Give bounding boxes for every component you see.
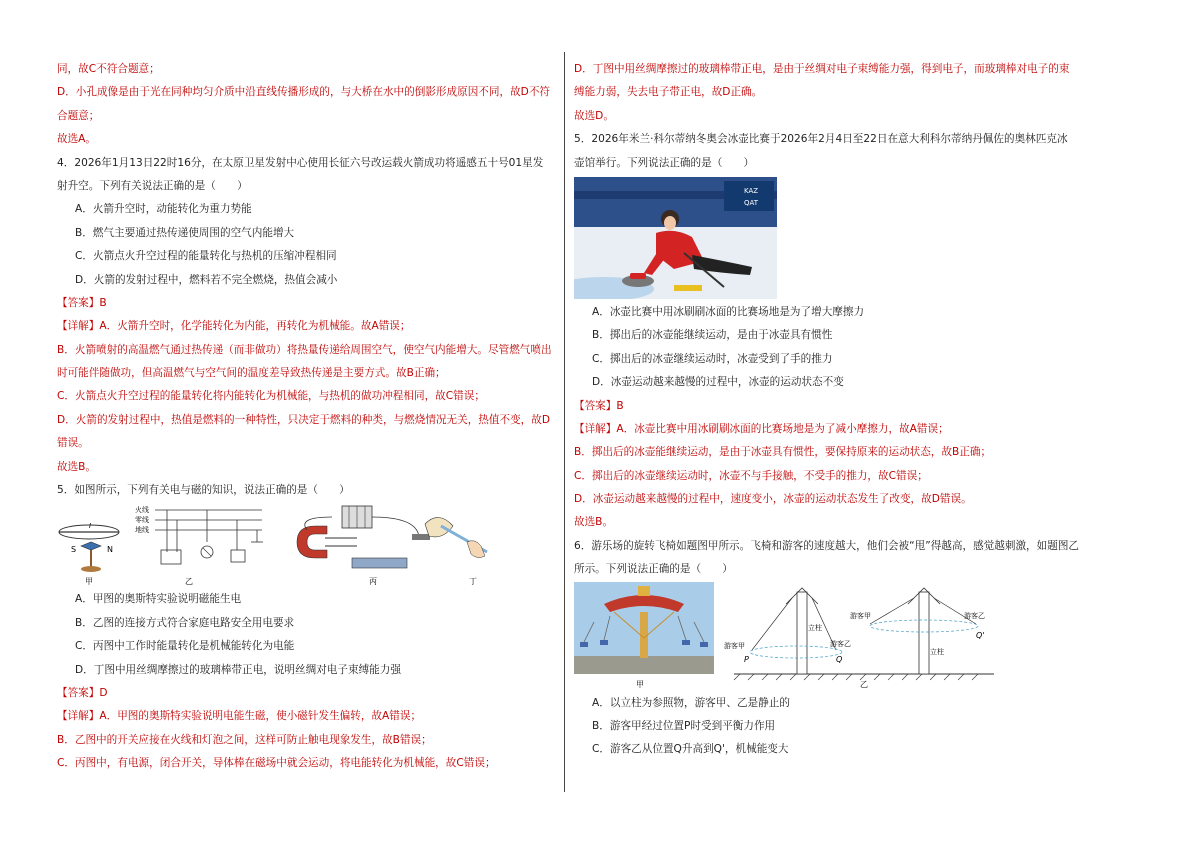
text-line: 6．游乐场的旋转飞椅如题图甲所示。飞椅和游客的速度越大，他们会被“甩”得越高，感觉越刺激，如题图乙	[574, 539, 1080, 552]
rider-jia-label-left: 游客甲	[724, 641, 745, 650]
text-line: 故选D。	[574, 109, 614, 122]
point-q-prime-label: Q'	[976, 630, 985, 640]
text-line: C．掷出后的冰壶继续运动时，冰壶受到了手的推力	[592, 352, 833, 365]
text-line: D．丁图中用丝绸摩擦过的玻璃棒带正电，是由于丝绸对电子束缚能力强，得到电子，而玻璃棒对电子的束	[574, 63, 1070, 75]
oersted-s-label: S	[71, 545, 77, 555]
text-line: C．掷出后的冰壶继续运动时，冰壶不与手接触，不受手的推力，故C错误；	[574, 469, 928, 482]
point-p-label: P	[744, 654, 749, 664]
live-wire-label: 火线	[135, 506, 149, 515]
text-line: C．丙图中工作时能量转化是机械能转化为电能	[75, 640, 295, 653]
text-line: D．火箭的发射过程中，热值是燃料的一种特性，只决定于燃料的种类，与燃烧情况无关，热值不变，故D	[57, 413, 551, 426]
text-line: 错误。	[57, 437, 89, 450]
text-line: B．乙图的连接方式符合家庭电路安全用电要求	[75, 616, 295, 629]
text-line: B．掷出后的冰壶能继续运动，是由于冰壶具有惯性，要保持原来的运动状态，故B正确；	[574, 446, 992, 459]
swing-ride-diagram	[724, 588, 994, 689]
right-column	[574, 58, 1080, 762]
swing-fig-label-jia: 甲	[636, 679, 644, 689]
text-line: D．丁图中用丝绸摩擦过的玻璃棒带正电，说明丝绸对电子束缚能力强	[75, 663, 401, 676]
fig-label-bing: 丙	[369, 577, 377, 587]
pole-label-right: 立柱	[930, 647, 944, 656]
fig-label-ding: 丁	[469, 577, 477, 587]
swing-ride-figure	[574, 582, 1004, 692]
scoreboard-team-1: KAZ	[744, 186, 759, 195]
rider-yi-label-left: 游客乙	[830, 639, 851, 648]
text-line: 【答案】B	[574, 399, 624, 412]
text-line: 所示。下列说法正确的是（ ）	[574, 563, 733, 576]
left-text-block-2	[57, 588, 553, 775]
text-line: A．以立柱为参照物，游客甲、乙是静止的	[592, 696, 790, 709]
text-line: 5．如图所示，下列有关电与磁的知识，说法正确的是（ ）	[57, 484, 350, 497]
text-line: 4．2026年1月13日22时16分，在太原卫星发射中心使用长征六号改运载火箭成功将遥感五十号01星发	[57, 156, 544, 169]
text-line: D．小孔成像是由于光在同种均匀介质中沿直线传播形成的，与大桥在水中的倒影形成原因不同，故D不符	[57, 86, 551, 99]
fig-label-yi: 乙	[185, 577, 193, 587]
point-q-label: Q	[836, 654, 843, 664]
wiring-diagram	[135, 505, 263, 586]
scoreboard-team-2: QAT	[744, 198, 759, 207]
motor-diagram	[297, 506, 430, 586]
right-text-block-2	[574, 301, 1080, 582]
column-divider	[564, 52, 565, 792]
text-line: B．燃气主要通过热传递使周围的空气内能增大	[75, 226, 295, 239]
text-line: C．火箭点火升空过程的能量转化与热机的压缩冲程相同	[75, 250, 337, 263]
text-line: D．冰壶运动越来越慢的过程中，速度变小，冰壶的运动状态发生了改变，故D错误。	[574, 493, 972, 506]
text-line: C．火箭点火升空过程的能量转化将内能转化为机械能，与热机的做功冲程相同，故C错误；	[57, 390, 485, 403]
text-line: 时可能伴随做功，但高温燃气与空气间的温度差导致热传递是主要方式。故B正确；	[57, 367, 446, 380]
text-line: 【详解】A．冰壶比赛中用冰刷刷冰面的比赛场地是为了减小摩擦力，故A错误；	[574, 422, 949, 435]
left-text-block-1	[57, 58, 553, 502]
text-line: B．掷出后的冰壶能继续运动，是由于冰壶具有惯性	[592, 329, 833, 342]
text-line: 壶馆举行。下列说法正确的是（ ）	[574, 156, 755, 169]
text-line: 【答案】B	[57, 296, 107, 309]
em-figure-svg	[57, 502, 497, 588]
text-line: 5．2026年米兰·科尔蒂纳冬奥会冰壶比赛于2026年2月4日至22日在意大利科尔蒂纳丹佩佐的奥林匹克冰	[574, 133, 1068, 146]
text-line: 【详解】A．甲图的奥斯特实验说明电能生磁，使小磁针发生偏转，故A错误；	[57, 710, 422, 723]
rider-jia-label-right: 游客甲	[850, 611, 871, 620]
text-line: B．火箭喷射的高温燃气通过热传递（而非做功）将热量传递给周围空气，使空气内能增大。尽管燃气喷出	[57, 343, 552, 356]
text-line: 【详解】A．火箭升空时，化学能转化为内能，再转化为机械能。故A错误；	[57, 320, 411, 333]
text-line: D．火箭的发射过程中，燃料若不完全燃烧，热值会减小	[75, 273, 338, 286]
oersted-n-label: N	[107, 545, 113, 555]
text-line: 故选B。	[57, 460, 97, 473]
text-line: 同，故C不符合题意；	[57, 63, 160, 75]
text-line: B．游客甲经过位置P时受到平衡力作用	[592, 720, 776, 733]
text-line: 【答案】D	[57, 686, 108, 699]
neutral-wire-label: 零线	[135, 516, 149, 525]
oersted-i-label: I	[89, 522, 92, 531]
fig-label-jia: 甲	[85, 577, 93, 587]
text-line: 故选A。	[57, 133, 97, 146]
oersted-diagram	[59, 522, 119, 586]
em-figure	[57, 502, 553, 588]
pole-label-left: 立柱	[808, 623, 822, 632]
ground-wire-label: 地线	[135, 526, 149, 535]
text-line: C．游客乙从位置Q升高到Q'，机械能变大	[592, 743, 789, 756]
text-line: A．火箭升空时，动能转化为重力势能	[75, 203, 252, 216]
left-column	[57, 58, 553, 776]
text-line: D．冰壶运动越来越慢的过程中，冰壶的运动状态不变	[592, 376, 844, 389]
right-text-block-1	[574, 58, 1070, 175]
text-line: 合题意；	[57, 109, 100, 122]
text-line: 射升空。下列有关说法正确的是（ ）	[57, 179, 248, 192]
text-line: C．丙图中，有电源，闭合开关，导体棒在磁场中就会运动，将电能转化为机械能，故C错误；	[57, 757, 496, 770]
glass-rod-diagram	[425, 518, 487, 587]
text-line: B．乙图中的开关应接在火线和灯泡之间，这样可防止触电现象发生，故B错误；	[57, 733, 432, 746]
text-line: 故选B。	[574, 516, 614, 529]
swing-ride-svg	[574, 582, 994, 692]
curling-photo-svg	[574, 177, 777, 299]
text-line: A．冰壶比赛中用冰刷刷冰面的比赛场地是为了增大摩擦力	[592, 305, 865, 318]
rider-yi-label-right: 游客乙	[964, 611, 985, 620]
curling-photo	[574, 177, 1004, 301]
text-line: 缚能力弱，失去电子带正电，故D正确。	[574, 86, 763, 99]
text-line: A．甲图的奥斯特实验说明磁能生电	[75, 593, 242, 606]
right-text-block-3	[574, 692, 1004, 762]
swing-ride-photo	[574, 582, 714, 689]
swing-fig-label-yi: 乙	[860, 679, 868, 689]
